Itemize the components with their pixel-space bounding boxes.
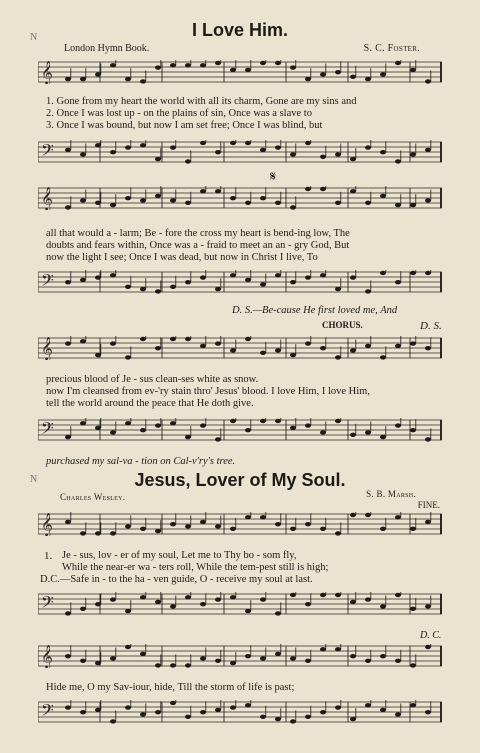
svg-text:𝄢: 𝄢 [41, 700, 54, 724]
hymn2-s1-line1: Je - sus, lov - er of my soul, Let me to Thy bo - som fly, [62, 550, 297, 561]
hymn1-title: I Love Him. [191, 20, 289, 40]
hymn1-s3-verse2: now I'm cleansed from ev-'ry stain thro' Jesus' blood. I love Him, I love Him, [46, 386, 370, 397]
staff-bass-4 [38, 592, 442, 616]
svg-text:𝄞: 𝄞 [41, 60, 53, 84]
hymn1-source: London Hymn Book. [64, 43, 150, 54]
hymn1-s1-verse2: 2. Once I was lost up - on the plains of sin, Once was a slave to [46, 108, 312, 119]
hymn2-s2-line: Hide me, O my Sav-iour, hide, Till the storm of life is past; [46, 682, 295, 693]
hymn1-ds-line [232, 305, 397, 317]
svg-text:𝄢: 𝄢 [41, 270, 54, 294]
svg-text:𝄞: 𝄞 [41, 512, 53, 536]
ds-mark: D. S. [420, 320, 442, 332]
hymn1-s1-verse3: 3. Once I was bound, but now I am set free; Once I was blind, but [46, 120, 323, 131]
hymn1-s3-verse3: tell the world around the peace that He doth give. [46, 398, 254, 409]
hymn2-s1-line3: D.C.—Safe in - to the ha - ven guide, O - receive my soul at last. [40, 574, 313, 585]
staff-bass-2 [38, 270, 442, 294]
corner-mark-mid: N [30, 474, 38, 485]
staff-treble-1 [38, 60, 442, 84]
svg-text:𝄞: 𝄞 [41, 644, 53, 668]
staff-bass-3 [38, 418, 442, 442]
verse-number: 1. [44, 550, 53, 562]
svg-text:𝄞: 𝄞 [41, 336, 53, 360]
segno-mark: 𝄋 [270, 170, 277, 185]
hymn1-composer: S. C. Foster. [363, 43, 420, 54]
hymn2-title: Jesus, Lover of My Soul. [134, 470, 346, 490]
dc-mark: D. C. [420, 630, 442, 641]
ds-line-text: D. S.—Be-cause He first loved me, And [232, 305, 398, 316]
svg-text:𝄢: 𝄢 [41, 418, 54, 442]
hymn1-s2-verse2: doubts and fears within, Once was a - fraid to meet an an - gry God, But [46, 240, 350, 251]
hymn2-composer: S. B. Marsh. [366, 489, 416, 499]
svg-text:𝄢: 𝄢 [41, 140, 54, 164]
chorus-label: CHORUS. [322, 320, 363, 330]
staff-treble-3 [38, 336, 442, 360]
staff-treble-5 [38, 644, 442, 668]
staff-treble-2 [38, 186, 442, 210]
hymn1-s2-verse3: now the light I see; Once I was dead, but now in Christ I live, To [46, 252, 318, 263]
svg-text:𝄢: 𝄢 [41, 592, 54, 616]
hymn2-author: Charles Wesley. [60, 492, 126, 502]
hymn1-footer-line: purchased my sal-va - tion on Cal-v'ry's tree. [46, 456, 236, 467]
staff-bass-1 [38, 140, 442, 164]
staff-bass-5 [38, 700, 442, 724]
hymn1-s2-verse1: all that would a - larm; Be - fore the cross my heart is bend-ing low, The [46, 228, 350, 239]
hymn2-s1-line2: While the near-er wa - ters roll, While the tem-pest still is high; [62, 562, 329, 573]
svg-text:𝄞: 𝄞 [41, 186, 53, 210]
fine-mark: FINE. [417, 500, 440, 510]
staff-treble-4 [38, 512, 442, 536]
corner-mark-top: N [30, 32, 38, 43]
hymn1-s3-verse1: precious blood of Je - sus clean-ses white as snow. [46, 374, 259, 385]
hymn1-s1-verse1: 1. Gone from my heart the world with all its charm, Gone are my sins and [46, 96, 357, 107]
